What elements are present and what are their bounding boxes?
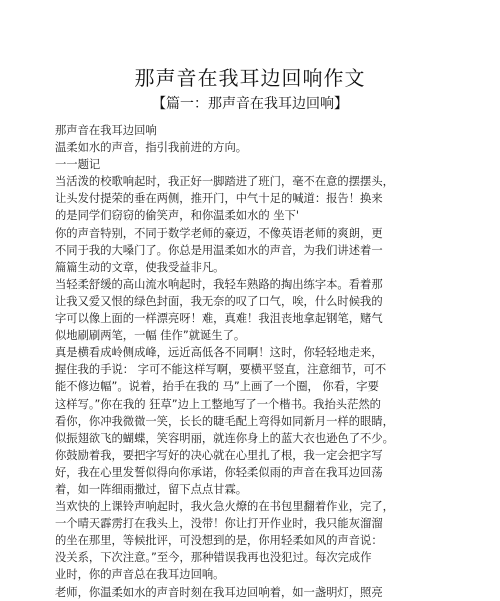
- body-line: 一个晴天霹雳打在我头上，没带！你让打开作业时，我只能灰溜溜: [55, 517, 383, 531]
- body-line: 篇篇生动的文章，使我受益非凡。: [55, 260, 225, 274]
- body-line: 看你，你冲我微微一笑，长长的睫毛配上弯得如同新月一样的眼睛，: [55, 414, 394, 428]
- body-line: 温柔如水的声音，指引我前进的方向。: [55, 141, 248, 155]
- document-subtitle: 【篇一：那声音在我耳边回响】: [152, 96, 348, 112]
- body-line: 握住我的手说： 字可不能这样写啊，要横平竖直，注意细节，可不: [55, 363, 387, 377]
- body-line: 你鼓励着我，要把字写好的决心就在心里扎了根，我一定会把字写: [55, 448, 383, 462]
- body-line: 能不修边幅”。说着，抬手在我的 马”上画了一个圈， 你看，字要: [55, 380, 379, 394]
- body-line: 当活泼的校歌响起时，我正好一脚踏进了班门，毫不在意的摆摆头，: [55, 175, 394, 189]
- body-line: 不同于我的大嗓门了。你总是用温柔如水的声音，为我们讲述着一: [55, 243, 383, 257]
- body-line: 当欢快的上课铃声响起时，我火急火燎的在书包里翻着作业，完了，: [55, 500, 394, 514]
- body-line: 这样写。”你在我的 狂草”边上工整地写了一个楷书。我抬头茫然的: [55, 397, 381, 411]
- body-line: 业时，你的声音总在我耳边回响。: [55, 568, 225, 582]
- body-line: 字可以像上面的一样漂亮呀！难，真难！我沮丧地拿起钢笔，赌气: [55, 312, 383, 326]
- body-line: 当轻柔舒缓的高山流水响起时，我轻车熟路的掏出练字本。看着那: [55, 277, 383, 291]
- body-line: 着，如一阵细雨撒过，留下点点甘霖。: [55, 482, 248, 496]
- body-line: 的坐在那里，等候批评，可没想到的是，你用轻柔如风的声音说：: [55, 534, 383, 548]
- body-line: 真是横看成岭侧成峰，远近高低各不同啊！这时，你轻轻地走来，: [55, 346, 383, 360]
- body-line: 那声音在我耳边回响: [55, 124, 157, 137]
- body-line: 的是同学们窃窃的偷笑声，和你温柔如水的 坐下': [55, 209, 299, 223]
- body-line: 似地刷刷两笔，一幅 佳作”就诞生了。: [55, 329, 246, 343]
- body-line: 一一题记: [55, 158, 101, 172]
- body-line: 让我又爱又恨的绿色封面，我无奈的叹了口气，唉，什么时候我的: [55, 294, 383, 308]
- document-title: 那声音在我耳边回响作文: [134, 66, 366, 90]
- body-line: 似振翅欲飞的蝴蝶，笑容明丽，就连你身上的蓝大衣也逊色了不少。: [55, 431, 394, 445]
- body-line: 你的声音特别，不同于数学老师的豪迈，不像英语老师的爽朗，更: [55, 226, 383, 240]
- body-line: 让头发付提荣的垂在两侧，推开门，中气十足的喊道：报告！换来: [55, 192, 383, 206]
- body-line: 没关系，下次注意。”至今，那种错误我再也没犯过。每次完成作: [55, 551, 372, 565]
- document-body: [55, 122, 400, 601]
- body-line: 好，我在心里发誓似得向你承诺，你轻柔似雨的声音在我耳边回荡: [55, 465, 383, 479]
- body-line: 老师，你温柔如水的声音时刻在我耳边回响着，如一盏明灯，照亮: [55, 585, 383, 599]
